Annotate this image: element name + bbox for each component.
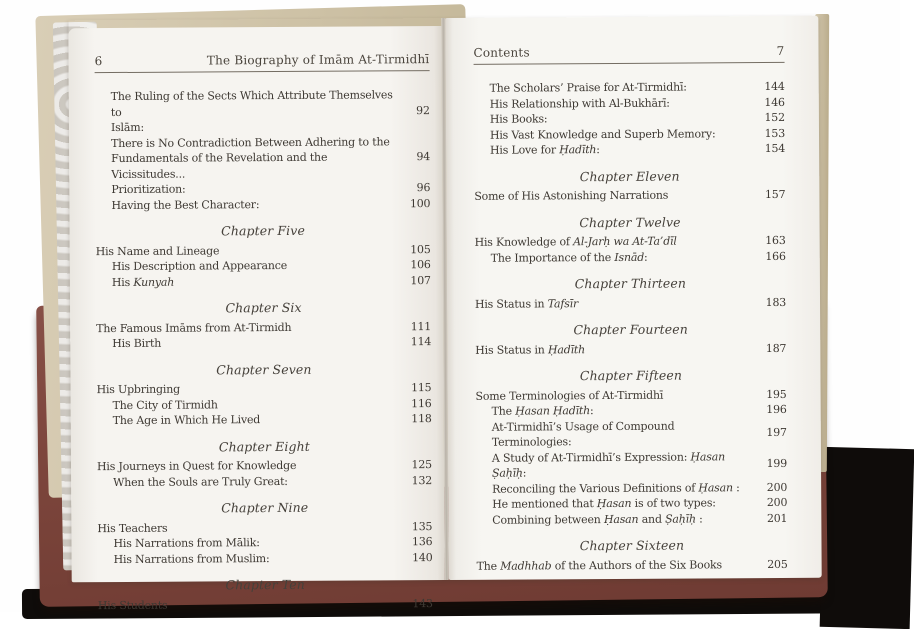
toc-entry <box>95 134 430 183</box>
toc-entry-title: A Study of At-Tirmidhī’s Expression: Ḥasan Ṣaḥīḥ: <box>491 449 726 480</box>
right-header-rule <box>473 62 784 65</box>
toc-entry-page: 96 <box>416 181 431 195</box>
toc-entry-title: Combining between Ḥasan and Ṣaḥīḥ : <box>492 511 703 527</box>
toc-entry-title: Some of His Astonishing Narrations <box>474 188 669 203</box>
toc-entry-page: 196 <box>766 402 787 417</box>
left-page-number: 6 <box>94 54 103 69</box>
toc-entry-title: The Ruling of the Sects Which Attribute Themselves to Islām: <box>110 88 393 135</box>
toc-entry-title: His Books: <box>489 112 548 126</box>
toc-entry-page: 153 <box>764 126 786 140</box>
toc-entry-title: The Famous Imāms from At-Tirmidh <box>96 320 292 335</box>
chapter-heading: Chapter Nine <box>221 499 309 516</box>
toc-entry-page: 105 <box>410 242 431 256</box>
left-page <box>68 26 444 612</box>
toc-entry <box>476 510 787 527</box>
toc-entry-title: Prioritization: <box>111 182 186 197</box>
chapter-heading: Chapter Fifteen <box>579 367 683 384</box>
toc-entry-page: 106 <box>410 258 431 272</box>
toc-entry-title: His Vast Knowledge and Superb Memory: <box>489 126 716 142</box>
right-running-title: Contents <box>473 45 530 60</box>
toc-entry <box>96 273 431 291</box>
toc-entry-page: 195 <box>766 387 787 401</box>
toc-entry-page: 157 <box>764 187 786 202</box>
toc-entry <box>475 340 786 357</box>
toc-entry-page: 146 <box>764 95 785 109</box>
toc-entry <box>476 417 787 450</box>
right-page-header <box>473 44 784 60</box>
toc-entry-title: At-Tirmidhī’s Usage of Compound Terminologies: <box>491 419 675 449</box>
toc-entry-page: 144 <box>764 79 785 94</box>
toc-entry-page: 116 <box>411 396 432 410</box>
toc-entry-page: 118 <box>411 412 432 426</box>
toc-entry-title: His Love for Ḥadīth: <box>489 143 600 157</box>
toc-entry-page: 199 <box>766 457 788 471</box>
chapter-heading: Chapter Thirteen <box>574 275 687 292</box>
toc-entry-title: His Journeys in Quest for Knowledge <box>96 458 297 474</box>
toc-entry <box>476 448 787 481</box>
toc-entry-page: 140 <box>412 550 433 564</box>
toc-entry-title: The Scholars’ Praise for At-Tirmidhī: <box>489 80 687 95</box>
toc-entry-page: 107 <box>410 273 431 287</box>
toc-entry-page: 187 <box>765 341 787 355</box>
toc-entry-title: His Upbringing <box>96 382 180 397</box>
chapter-heading: Chapter Eight <box>218 438 310 454</box>
toc-entry-page: 183 <box>765 295 787 309</box>
toc-entry <box>477 556 788 573</box>
toc-entry <box>95 87 430 136</box>
toc-entry-title: The Age in Which He Lived <box>112 413 261 428</box>
chapter-heading: Chapter Twelve <box>579 214 681 230</box>
chapter-heading: Chapter Seven <box>216 361 312 377</box>
chapter-heading: Chapter Eleven <box>579 168 680 184</box>
toc-entry <box>475 294 786 311</box>
toc-entry-title: His Knowledge of Al-Jarḥ wa At-Ta’dīl <box>474 234 677 249</box>
chapter-heading: Chapter Ten <box>225 576 305 593</box>
toc-entry-title: His Teachers <box>97 521 168 535</box>
toc-entry-title: His Status in Ḥadīth <box>475 342 586 357</box>
toc-entry-page: 111 <box>410 319 432 333</box>
toc-entry <box>98 596 433 614</box>
toc-entry-title: The Madhhab of the Authors of the Six Books <box>476 557 722 573</box>
toc-list-right <box>474 79 788 574</box>
toc-entry-page: 125 <box>411 458 432 472</box>
chapter-heading: Chapter Five <box>221 222 305 239</box>
toc-entry-title: His Status in Tafsīr <box>474 296 579 311</box>
toc-entry-page: 135 <box>411 519 433 533</box>
chapter-heading: Chapter Six <box>225 299 302 316</box>
left-running-title: The Biography of Imām At-Tirmidhī <box>206 52 430 68</box>
toc-entry-title: His Narrations from Mālik: <box>113 536 260 551</box>
toc-entry <box>95 196 430 214</box>
chapter-heading: Chapter Fourteen <box>573 321 688 338</box>
toc-entry <box>98 550 433 568</box>
toc-entry-page: 152 <box>764 110 785 125</box>
toc-entry-title: The City of Tirmidh <box>112 397 218 412</box>
toc-entry-title: His Relationship with Al-Bukhārī: <box>489 96 670 111</box>
toc-entry-page: 100 <box>409 196 431 210</box>
toc-entry <box>96 334 431 352</box>
toc-entry-page: 115 <box>411 381 432 395</box>
toc-entry-page: 94 <box>416 150 431 164</box>
toc-entry <box>474 187 785 204</box>
toc-entry-title: When the Souls are Truly Great: <box>113 474 288 489</box>
toc-entry-page: 154 <box>764 141 786 156</box>
toc-entry <box>474 141 785 158</box>
toc-entry-page: 114 <box>410 335 432 349</box>
toc-entry <box>97 473 432 491</box>
chapter-heading: Chapter Sixteen <box>579 537 685 554</box>
page-spread <box>68 16 821 612</box>
toc-entry <box>475 248 786 265</box>
toc-entry-title: The Ḥasan Ḥadīth: <box>491 404 594 418</box>
toc-entry-title: His Kunyah <box>111 275 175 289</box>
right-page-number: 7 <box>776 43 785 58</box>
left-header-rule <box>95 70 430 73</box>
book-cast-shadow-right <box>820 447 914 629</box>
toc-entry-page: 143 <box>412 596 433 610</box>
toc-entry-page: 200 <box>766 495 788 510</box>
toc-entry <box>97 411 432 429</box>
toc-entry-page: 201 <box>766 511 788 525</box>
toc-entry-title: His Birth <box>112 336 162 351</box>
toc-list-left <box>95 87 433 613</box>
toc-entry-title: The Importance of the Isnād: <box>490 250 648 265</box>
toc-entry-title: His Name and Lineage <box>95 243 220 258</box>
toc-entry-title: Reconciling the Various Definitions of Ḥasan : <box>492 480 740 496</box>
toc-entry-page: 136 <box>411 535 433 549</box>
open-book <box>36 6 828 612</box>
toc-entry-page: 197 <box>766 426 787 440</box>
toc-entry-title: Having the Best Character: <box>111 197 260 212</box>
toc-entry-title: His Description and Appearance <box>111 258 288 274</box>
toc-entry-page: 163 <box>765 233 786 248</box>
toc-entry-title: Some Terminologies of At-Tirmidhī <box>475 388 664 403</box>
toc-entry-page: 92 <box>416 103 430 117</box>
toc-entry-page: 166 <box>765 249 786 263</box>
toc-entry-page: 200 <box>766 480 788 494</box>
left-page-header <box>94 52 429 68</box>
toc-entry-title: He mentioned that Ḥasan is of two types: <box>492 496 716 511</box>
right-page <box>445 16 822 580</box>
toc-entry-page: 132 <box>411 473 433 487</box>
toc-entry-page: 205 <box>767 557 788 571</box>
toc-entry-title: His Narrations from Muslim: <box>113 551 270 566</box>
toc-entry-title: There is No Contradiction Between Adhering to the Fundamentals of the Revelation and the Vicissitudes... <box>111 134 390 181</box>
toc-entry-title: His Students <box>97 598 168 612</box>
